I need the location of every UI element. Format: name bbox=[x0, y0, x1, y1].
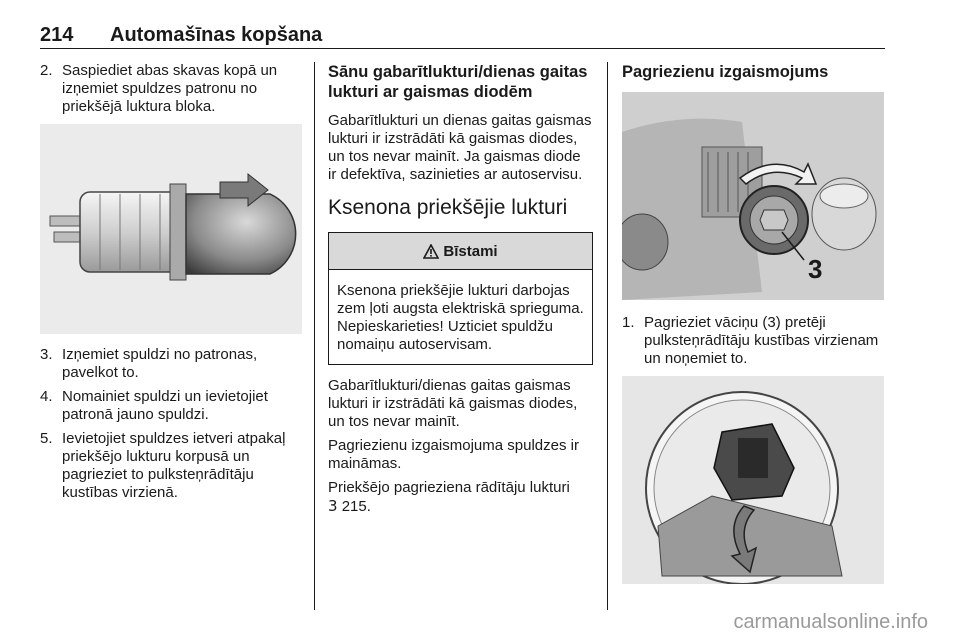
cornering-heading: Pagriezienu izgaismojums bbox=[622, 63, 829, 81]
bulb-holder-figure bbox=[40, 124, 302, 334]
step-number: 2. bbox=[40, 62, 53, 79]
paragraph-text: Priekšējo pagrieziena rādītāju lukturi bbox=[328, 479, 570, 496]
page-ref-link[interactable]: 215. bbox=[341, 498, 371, 515]
cornering-light-figure bbox=[622, 92, 884, 300]
column-divider bbox=[607, 62, 608, 610]
page-number: 214 bbox=[40, 24, 74, 46]
column-3 bbox=[622, 62, 887, 584]
step-text: Saspiediet abas skavas kopā un izņemiet spuldzes patronu no priekšējā luktura bloka. bbox=[62, 62, 278, 115]
step-5 bbox=[40, 430, 302, 502]
led-heading: Sānu gabarītlukturi/dienas gaitas lukturi ar gaismas diodēm bbox=[328, 63, 588, 101]
column-divider bbox=[314, 62, 315, 610]
warning-title: Bīstami bbox=[443, 242, 498, 260]
xenon-heading: Ksenona priekšējie lukturi bbox=[328, 196, 568, 219]
paragraph: Gabarītlukturi/dienas gaitas gaismas lukturi ir izstrādāti kā gaismas diodes, un tos nevar mainīt. bbox=[328, 377, 578, 430]
step-text: Pagrieziet vāciņu (3) pretēji pulksteņrādītāju kustības virzienam un noņemiet to. bbox=[644, 314, 879, 367]
page-header bbox=[40, 10, 885, 49]
page-ref-arrow-icon: 3 bbox=[328, 497, 338, 515]
led-intro: Gabarītlukturi un dienas gaitas gaismas lukturi ir izstrādāti kā gaismas diodes, un tos nevar mainīt. Ja gaismas diode ir defektīva, sazinieties ar autoservisu. bbox=[328, 112, 592, 183]
step-text: Ievietojiet spuldzes ietveri atpakaļ priekšējo lukturu korpusā un pagrieziet to pulksteņrādītāju kustības virzienā. bbox=[62, 430, 286, 501]
step-3 bbox=[40, 346, 302, 382]
step-text: Izņemiet spuldzi no patronas, pavelkot to. bbox=[62, 346, 258, 381]
warning-triangle-icon bbox=[423, 244, 439, 259]
warning-header bbox=[329, 233, 592, 270]
paragraph bbox=[328, 479, 593, 516]
figure-callout-3: 3 bbox=[808, 254, 823, 284]
step-number: 1. bbox=[622, 314, 635, 331]
watermark: carmanualsonline.info bbox=[733, 611, 928, 633]
column-1 bbox=[40, 62, 302, 508]
cap-removal-figure bbox=[622, 376, 884, 584]
section-title: Automašīnas kopšana bbox=[110, 24, 323, 46]
step-number: 3. bbox=[40, 346, 53, 363]
step-number: 4. bbox=[40, 388, 53, 405]
step-4 bbox=[40, 388, 302, 424]
warning-box bbox=[328, 232, 593, 365]
step-number: 5. bbox=[40, 430, 53, 447]
column-2 bbox=[328, 62, 593, 522]
step-1 bbox=[622, 314, 887, 368]
step-2 bbox=[40, 62, 302, 116]
paragraph: Pagriezienu izgaismojuma spuldzes ir maināmas. bbox=[328, 437, 579, 472]
warning-body: Ksenona priekšējie lukturi darbojas zem ļoti augsta elektriskā sprieguma. Nepieskarieties! Uzticiet spuldžu nomaiņu autoservisam. bbox=[337, 282, 584, 353]
step-text: Nomainiet spuldzi un ievietojiet patronā jauno spuldzi. bbox=[62, 388, 268, 423]
